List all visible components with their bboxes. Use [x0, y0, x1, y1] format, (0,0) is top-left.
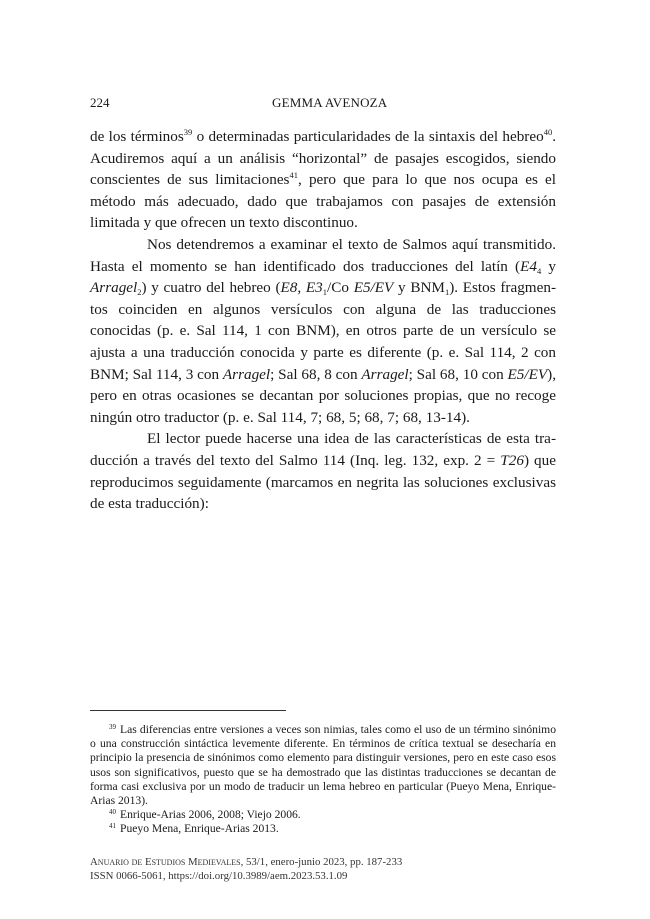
text-run: ; Sal 68, 10 con — [408, 365, 508, 383]
footnote-number: 41 — [109, 822, 116, 831]
footnotes — [90, 723, 556, 837]
subscript: 1 — [322, 287, 328, 298]
text-run: ; Sal 68, 8 con — [270, 365, 362, 383]
text-run: de los términos — [90, 128, 184, 145]
journal-name: Anuario de Estudios Medievales — [90, 856, 241, 868]
subscript: 4 — [536, 265, 542, 276]
text-run: o determinadas particularidades de la sintaxis del hebreo — [192, 128, 544, 145]
siglum-e5-ev: E5/EV — [507, 365, 548, 383]
text-run: . Acudiremos aquí a un análisis “horizontal” de pasajes escogidos, siendo conscientes de sus limitaciones — [90, 128, 556, 189]
journal-issue: , 53/1, enero-junio 2023, pp. 187-233 — [240, 856, 403, 868]
paragraph-3 — [90, 428, 556, 514]
siglum-e8: E8 — [280, 279, 298, 297]
footnote-separator — [90, 710, 286, 711]
issn-doi[interactable]: ISSN 0066-5061, https://doi.org/10.3989/aem.2023.53.1.09 — [90, 870, 348, 882]
footnote-ref-39[interactable]: 39 — [183, 127, 193, 137]
footnote-39 — [90, 723, 556, 808]
text-run: ) y cuatro del hebreo ( — [141, 279, 281, 297]
text-run: y BNM — [393, 279, 445, 297]
footnote-number: 39 — [109, 723, 116, 731]
running-head-author: GEMMA AVENOZA — [272, 95, 388, 110]
text-run: , pero que para lo que nos ocupa es el método más adecuado, dado que trabajamos con pasajes de extensión limitada y que ofrecen un texto discontinuo. — [90, 171, 556, 232]
journal-citation — [90, 855, 556, 869]
siglum-arragel: Arragel — [222, 365, 271, 383]
text-run: El lector puede hacerse una idea de las características de esta traducción a través del texto del Salmo 114 (Inq. leg. 132, exp. 2 = — [90, 430, 556, 469]
footnote-ref-40[interactable]: 40 — [543, 127, 553, 137]
footnote-text: Las diferencias entre versiones a veces son nimias, tales como el uso de un término sinónimo o una construcción sintáctica levemente diferente. En términos de crítica textual se desecharía en principio la presencia de sinónimos como elemento para distinguir versiones, pero en este caso esos usos son significativos, puesto que se ha demostrado que las distintas traducciones se decantan de forma casi exclusiva por un modo de traducir un lema hebreo en particular (Pueyo Mena, Enrique-Arias 2013). — [90, 723, 556, 808]
running-header — [90, 95, 556, 115]
footnote-40 — [90, 808, 556, 822]
paragraph-1 — [90, 126, 556, 234]
siglum-e5-ev: E5/EV — [353, 279, 394, 297]
footnote-ref-41[interactable]: 41 — [289, 170, 298, 181]
text-run: Nos detendremos a examinar el texto de Salmos aquí transmitido. Hasta el momento se han identificado dos traducciones del latín ( — [90, 235, 556, 275]
siglum-arragel: Arragel — [90, 279, 138, 297]
text-run: , — [297, 279, 306, 297]
siglum-e4: E4 — [520, 257, 537, 275]
siglum-t26: T26 — [500, 451, 524, 469]
subscript: 1 — [444, 287, 450, 298]
text-run: ), pero en otras ocasiones se decantan por soluciones propias, que no recoge ningún otro traductor (p. e. Sal 114, 7; 68, 5; 68, 7; 68, 13-14). — [90, 365, 556, 426]
text-run: ) que reproducimos seguidamente (marcamos en negrita las soluciones exclusivas de esta traducción): — [90, 451, 556, 513]
text-run: ). Estos fragmentos coinciden en algunos versículos con alguna de las traducciones conocidas (p. e. Sal 114, 1 con BNM), en otros parte de un versículo se ajusta a una traducción conocida y parte es diferente (p. e. Sal 114, 2 con BNM; Sal 114, 3 con — [90, 279, 557, 383]
text-run: y — [541, 257, 556, 275]
paragraph-2 — [90, 234, 556, 428]
footnote-text: Pueyo Mena, Enrique-Arias 2013. — [120, 822, 279, 836]
footnote-text: Enrique-Arias 2006, 2008; Viejo 2006. — [120, 808, 301, 822]
page-number: 224 — [90, 95, 110, 110]
footnote-41 — [90, 822, 556, 836]
siglum-e3: E3 — [305, 279, 323, 297]
page-footer — [90, 855, 556, 883]
subscript: 2 — [137, 287, 142, 298]
text-run: /Co — [327, 279, 354, 297]
siglum-arragel: Arragel — [361, 365, 409, 383]
footnote-number: 40 — [109, 808, 116, 817]
main-text — [90, 126, 556, 515]
